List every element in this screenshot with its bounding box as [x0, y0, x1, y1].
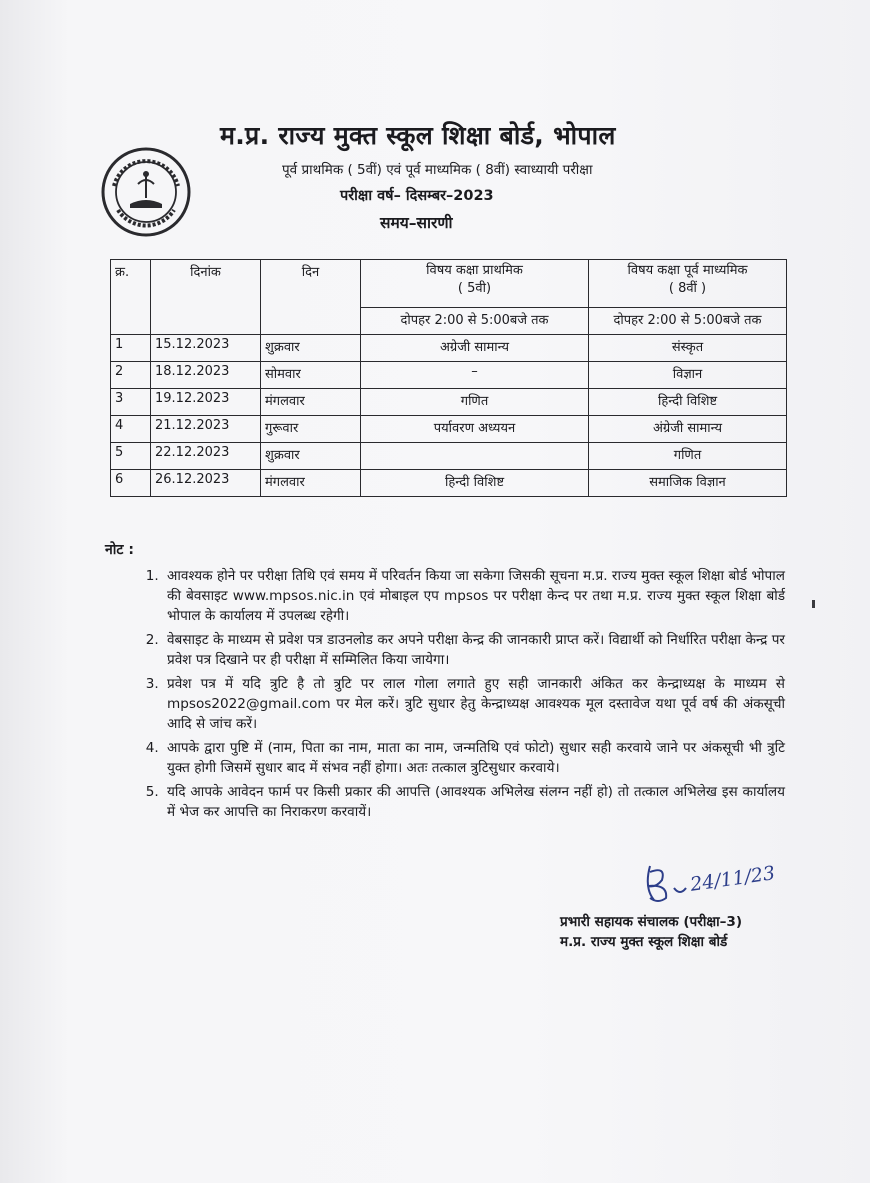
row-day: शुक्रवार: [261, 335, 361, 362]
header-date: दिनांक: [151, 260, 261, 335]
board-title: म.प्र. राज्य मुक्त स्कूल शिक्षा बोर्ड, भोपाल: [220, 121, 616, 150]
row-date: 22.12.2023: [151, 443, 261, 470]
note-item: 2. वेबसाइट के माध्यम से प्रवेश पत्र डाउनलोड कर अपने परीक्षा केन्द्र की जानकारी प्राप्त करें। विद्यार्थी को निर्धारित परीक्षा केन्द्र पर प्रवेश पत्र दिखाने पर ही परीक्षा में सम्मिलित किया जायेगा।: [163, 630, 785, 670]
header-middle-class: ( 8वीं ): [668, 281, 707, 296]
table-row: [111, 362, 787, 389]
notes-title: नोट :: [105, 542, 134, 558]
header-primary-subject: विषय कक्षा प्राथमिक: [426, 263, 523, 278]
row-primary-subject: गणित: [361, 389, 589, 416]
header-middle-time: दोपहर 2:00 से 5:00बजे तक: [589, 308, 787, 335]
row-sno: 1: [111, 335, 151, 362]
board-seal-icon: [100, 146, 192, 238]
row-primary-subject: [361, 443, 589, 470]
header-middle: [589, 260, 787, 308]
row-sno: 3: [111, 389, 151, 416]
row-date: 26.12.2023: [151, 470, 261, 497]
row-sno: 6: [111, 470, 151, 497]
row-date: 19.12.2023: [151, 389, 261, 416]
row-middle-subject: संस्कृत: [589, 335, 787, 362]
header-primary-time: दोपहर 2:00 से 5:00बजे तक: [361, 308, 589, 335]
signature-date: 24/11/23: [688, 862, 777, 896]
row-primary-subject: हिन्दी विशिष्ट: [361, 470, 589, 497]
signatory-office: म.प्र. राज्य मुक्त स्कूल शिक्षा बोर्ड: [560, 934, 728, 950]
signatory-designation: प्रभारी सहायक संचालक (परीक्षा–3): [560, 914, 743, 930]
table-row: [111, 470, 787, 497]
row-date: 18.12.2023: [151, 362, 261, 389]
row-day: गुरूवार: [261, 416, 361, 443]
note-item: 1. आवश्यक होने पर परीक्षा तिथि एवं समय में परिवर्तन किया जा सकेगा जिसकी सूचना म.प्र. राज्य मुक्त स्कूल शिक्षा बोर्ड भोपाल की बेवसाइट www.mpsos.nic.in एवं मोबाइल एप mpsos पर परीक्षा केन्द पर तथा म.प्र. राज्य मुक्त स्कूल शिक्षा बोर्ड भोपाल के कार्यालय में उपलब्ध रहेगी।: [163, 566, 785, 626]
note-item: 4. आपके द्वारा पुष्टि में (नाम, पिता का नाम, माता का नाम, जन्मतिथि एवं फोटो) सुधार सही करवाये जाने पर अंकसूची भी त्रुटि युक्त होगी जिसमें सुधार बाद में संभव नहीं होगा। अतः तत्काल त्रुटिसुधार करवाये।: [163, 738, 785, 778]
notes-list: [105, 566, 785, 822]
row-date: 21.12.2023: [151, 416, 261, 443]
row-day: मंगलवार: [261, 470, 361, 497]
row-day: शुक्रवार: [261, 443, 361, 470]
table-row: [111, 443, 787, 470]
row-sno: 5: [111, 443, 151, 470]
header-middle-subject: विषय कक्षा पूर्व माध्यमिक: [627, 263, 748, 278]
notes-section: [105, 540, 785, 826]
exam-year: परीक्षा वर्ष– दिसम्बर–2023: [340, 188, 494, 204]
row-middle-subject: विज्ञान: [589, 362, 787, 389]
row-middle-subject: गणित: [589, 443, 787, 470]
header-primary-class: ( 5वी): [457, 281, 492, 296]
schedule-table: [110, 259, 787, 497]
signatory-block: [560, 912, 742, 952]
row-middle-subject: अंग्रेजी सामान्य: [589, 416, 787, 443]
row-middle-subject: हिन्दी विशिष्ट: [589, 389, 787, 416]
row-primary-subject: अग्रेजी सामान्य: [361, 335, 589, 362]
timetable-heading: समय–सारणी: [380, 214, 453, 232]
table-header-row: [111, 260, 787, 308]
pen-mark: [812, 600, 815, 608]
exam-subtitle: पूर्व प्राथमिक ( 5वीं) एवं पूर्व माध्यमिक ( 8वीं) स्वाध्यायी परीक्षा: [282, 162, 593, 178]
header-sno: क्र.: [111, 260, 151, 335]
header-day: दिन: [261, 260, 361, 335]
row-primary-subject: पर्यावरण अध्ययन: [361, 416, 589, 443]
table-row: [111, 416, 787, 443]
table-row: [111, 389, 787, 416]
header-primary: [361, 260, 589, 308]
row-sno: 4: [111, 416, 151, 443]
row-sno: 2: [111, 362, 151, 389]
row-date: 15.12.2023: [151, 335, 261, 362]
row-primary-subject: –: [361, 362, 589, 389]
note-item: 5. यदि आपके आवेदन फार्म पर किसी प्रकार की आपत्ति (आवश्यक अभिलेख संलग्न नहीं हो) तो तत्काल अभिलेख इस कार्यालय में भेज कर आपत्ति का निराकरण करवायें।: [163, 782, 785, 822]
row-middle-subject: समाजिक विज्ञान: [589, 470, 787, 497]
row-day: सोमवार: [261, 362, 361, 389]
note-item: 3. प्रवेश पत्र में यदि त्रुटि है तो त्रुटि पर लाल गोला लगाते हुए सही जानकारी अंकित कर केन्द्राध्यक्ष के माध्यम से mpsos2022@gmail.com पर मेल करें। त्रुटि सुधार हेतु केन्द्राध्यक्ष आवश्यक मूल दस्तावेज यथा पूर्व वर्ष की अंकसूची आदि से जांच करें।: [163, 674, 785, 734]
row-day: मंगलवार: [261, 389, 361, 416]
table-row: [111, 335, 787, 362]
